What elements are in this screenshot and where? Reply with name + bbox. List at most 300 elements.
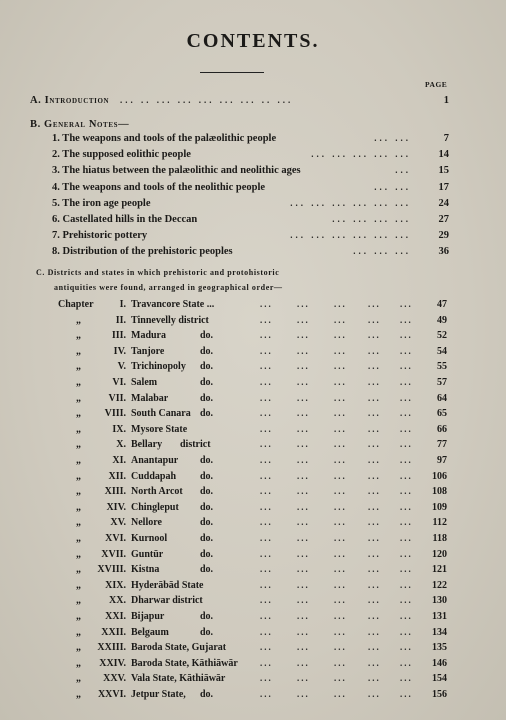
toc-leader: ... .. ... ... ... ... ... .. ... — [120, 95, 294, 105]
dot-leader: ... — [400, 314, 413, 325]
dot-leader: ... — [297, 455, 310, 465]
chapter-numeral: XVI. — [105, 533, 126, 544]
dot-leader: ... — [260, 657, 273, 668]
chapter-name: Chingleput — [131, 501, 179, 513]
dot-leader: ... — [400, 517, 413, 528]
toc-chapter-row[interactable] — [0, 393, 506, 409]
dot-leader: ... — [368, 299, 381, 309]
toc-page-number: 109 — [432, 501, 447, 513]
toc-leader: ... ... ... — [353, 246, 411, 257]
dot-leader: ... — [400, 361, 413, 372]
chapter-numeral: XII. — [108, 470, 126, 482]
dot-leader: ... — [368, 533, 381, 543]
dot-leader: ... — [368, 657, 381, 668]
dot-leader: ... — [334, 439, 347, 450]
dot-leader: ... — [368, 423, 381, 434]
dot-leader: ... — [400, 377, 413, 387]
dot-leader: ... — [260, 642, 273, 653]
toc-chapter-row[interactable] — [0, 330, 506, 346]
dot-leader: ... — [400, 642, 413, 653]
ditto-mark: „ — [76, 455, 81, 466]
dot-leader: ... — [297, 314, 310, 325]
toc-chapter-row[interactable] — [0, 424, 506, 440]
ditto-do: do. — [200, 392, 214, 404]
dot-leader: ... — [260, 299, 273, 309]
toc-label: 2. The supposed eolithic people — [52, 149, 191, 161]
toc-page-number: 27 — [438, 214, 449, 225]
toc-page-number: 135 — [432, 642, 447, 654]
chapter-numeral: VI. — [112, 377, 126, 388]
toc-page-number: 120 — [432, 548, 447, 560]
ditto-mark: „ — [76, 517, 81, 529]
dot-leader: ... — [368, 517, 381, 528]
toc-page-number: 156 — [432, 689, 447, 700]
ditto-mark: „ — [76, 501, 81, 513]
toc-chapter-row[interactable] — [0, 658, 506, 674]
ditto-do: do. — [200, 455, 214, 466]
ditto-do: do. — [200, 330, 214, 342]
toc-chapter-row[interactable] — [0, 439, 506, 455]
dot-leader: ... — [334, 595, 347, 606]
dot-leader: ... — [260, 361, 273, 372]
ditto-do: district — [180, 439, 211, 451]
dot-leader: ... — [260, 564, 273, 575]
toc-chapter-row[interactable] — [0, 627, 506, 643]
dot-leader: ... — [334, 517, 347, 528]
dot-leader: ... — [260, 392, 273, 403]
toc-chapter-row[interactable] — [0, 455, 506, 471]
chapter-name: Hyderābād State — [131, 579, 204, 591]
dot-leader: ... — [368, 408, 381, 419]
chapter-name: Belgaum — [131, 626, 169, 638]
ditto-do: do. — [200, 533, 214, 544]
chapter-name: Salem — [131, 377, 158, 388]
dot-leader: ... — [368, 392, 381, 403]
toc-page-number: 47 — [437, 299, 447, 310]
toc-page-number: 154 — [432, 673, 447, 685]
dot-leader: ... — [297, 642, 310, 653]
dot-leader: ... — [297, 533, 310, 543]
ditto-do: do. — [200, 548, 214, 560]
dot-leader: ... — [400, 564, 413, 575]
dot-leader: ... — [368, 642, 381, 653]
toc-entry-introduction[interactable] — [0, 95, 506, 111]
toc-label: B. General Notes— — [30, 119, 130, 130]
toc-chapter-row[interactable] — [0, 346, 506, 362]
ditto-mark: „ — [76, 439, 81, 451]
chapter-numeral: VIII. — [104, 408, 126, 420]
chapter-name: Vala State, Kāthiāwār — [131, 673, 226, 685]
dot-leader: ... — [400, 533, 413, 543]
dot-leader: ... — [334, 377, 347, 387]
dot-leader: ... — [297, 657, 310, 668]
chapter-name: Nellore — [131, 517, 162, 529]
chapter-numeral: IX. — [112, 423, 126, 435]
toc-chapter-row[interactable] — [0, 517, 506, 533]
toc-page-number: 24 — [438, 197, 449, 209]
toc-leader: ... ... ... ... ... ... — [290, 230, 411, 241]
dot-leader: ... — [260, 673, 273, 684]
dot-leader: ... — [400, 470, 413, 481]
ditto-do: do. — [200, 470, 214, 482]
dot-leader: ... — [260, 533, 273, 543]
toc-page-number: 131 — [432, 611, 447, 622]
dot-leader: ... — [368, 501, 381, 512]
ditto-mark: „ — [76, 345, 81, 357]
dot-leader: ... — [368, 314, 381, 325]
toc-chapter-row[interactable] — [0, 564, 506, 580]
toc-page-number: 65 — [437, 408, 447, 420]
dot-leader: ... — [334, 579, 347, 590]
dot-leader: ... — [400, 611, 413, 621]
dot-leader: ... — [400, 299, 413, 309]
chapter-name: South Canara — [131, 408, 191, 420]
toc-page-number: 1 — [443, 95, 449, 106]
ditto-do: do. — [200, 361, 214, 373]
chapter-name: Madura — [131, 330, 166, 342]
chapter-numeral: XX. — [109, 595, 126, 607]
dot-leader: ... — [260, 345, 273, 356]
toc-page-number: 15 — [438, 165, 449, 177]
toc-chapter-row[interactable] — [0, 408, 506, 424]
chapter-numeral: XVII. — [101, 548, 126, 560]
dot-leader: ... — [297, 611, 310, 621]
toc-page-number: 121 — [432, 564, 447, 576]
dot-leader: ... — [297, 517, 310, 528]
chapter-name: Guntūr — [131, 548, 164, 560]
dot-leader: ... — [297, 439, 310, 450]
dot-leader: ... — [400, 330, 413, 341]
dot-leader: ... — [400, 626, 413, 637]
dot-leader: ... — [297, 564, 310, 575]
page-column-heading: PAGE — [425, 80, 448, 89]
dot-leader: ... — [400, 501, 413, 512]
dot-leader: ... — [297, 423, 310, 434]
ditto-do: do. — [200, 564, 214, 576]
dot-leader: ... — [260, 517, 273, 528]
ditto-mark: „ — [76, 548, 81, 560]
page-title: CONTENTS. — [186, 30, 320, 52]
dot-leader: ... — [400, 423, 413, 434]
toc-chapter-row[interactable] — [0, 471, 506, 487]
toc-chapter-row[interactable] — [0, 502, 506, 518]
toc-chapter-row[interactable] — [0, 533, 506, 549]
dot-leader: ... — [260, 501, 273, 512]
chapter-name: Malabar — [131, 392, 169, 404]
chapter-numeral: XIX. — [105, 579, 126, 591]
toc-chapter-row[interactable] — [0, 549, 506, 565]
toc-chapter-row[interactable] — [0, 299, 506, 315]
ditto-do: do. — [200, 486, 214, 498]
chapter-numeral: II. — [115, 314, 126, 326]
toc-label: 5. The iron age people — [52, 197, 151, 209]
chapter-numeral: XIII. — [104, 486, 126, 498]
toc-page-number: 106 — [432, 470, 447, 482]
dot-leader: ... — [400, 439, 413, 450]
title-rule — [200, 72, 264, 73]
chapter-name: Anantapur — [131, 455, 179, 466]
dot-leader: ... — [334, 533, 347, 543]
dot-leader: ... — [368, 361, 381, 372]
dot-leader: ... — [400, 345, 413, 356]
ditto-mark: „ — [76, 689, 81, 700]
chapter-name: Jetpur State, — [131, 689, 186, 700]
ditto-mark: „ — [76, 579, 81, 591]
toc-page-number: 54 — [437, 345, 447, 357]
toc-chapter-row[interactable] — [0, 611, 506, 627]
dot-leader: ... — [297, 299, 310, 309]
chapter-numeral: XXV. — [103, 673, 126, 685]
toc-page-number: 112 — [432, 517, 447, 529]
dot-leader: ... — [400, 408, 413, 419]
dot-leader: ... — [368, 486, 381, 497]
chapter-numeral: I. — [119, 299, 126, 310]
chapter-name: Tanjore — [131, 345, 165, 357]
toc-page-number: 134 — [432, 626, 447, 638]
dot-leader: ... — [334, 548, 347, 559]
dot-leader: ... — [368, 689, 381, 699]
chapter-name: Trichinopoly — [131, 361, 186, 373]
chapter-numeral: XXIII. — [97, 642, 126, 654]
dot-leader: ... — [297, 377, 310, 387]
dot-leader: ... — [368, 345, 381, 356]
ditto-mark: „ — [76, 486, 81, 498]
ditto-do: do. — [200, 501, 214, 513]
dot-leader: ... — [334, 345, 347, 356]
toc-page-number: 146 — [432, 657, 447, 669]
dot-leader: ... — [260, 377, 273, 387]
ditto-mark: „ — [76, 361, 81, 373]
dot-leader: ... — [334, 611, 347, 621]
dot-leader: ... — [297, 501, 310, 512]
toc-entry[interactable] — [0, 198, 506, 214]
toc-chapter-row[interactable] — [0, 673, 506, 689]
ditto-mark: „ — [76, 314, 81, 326]
dot-leader: ... — [334, 455, 347, 465]
dot-leader: ... — [400, 689, 413, 699]
ditto-do: do. — [200, 517, 214, 529]
chapter-name: Dharwar district — [131, 595, 203, 607]
dot-leader: ... — [297, 673, 310, 684]
toc-chapter-row[interactable] — [0, 315, 506, 331]
toc-page-number: 57 — [437, 377, 447, 388]
dot-leader: ... — [334, 470, 347, 481]
ditto-mark: „ — [76, 595, 81, 607]
toc-leader: ... ... ... ... ... — [311, 149, 411, 160]
ditto-mark: „ — [76, 564, 81, 576]
dot-leader: ... — [368, 579, 381, 590]
dot-leader: ... — [260, 626, 273, 637]
dot-leader: ... — [297, 470, 310, 481]
chapter-numeral: XXII. — [101, 626, 126, 638]
dot-leader: ... — [400, 455, 413, 465]
ditto-mark: „ — [76, 673, 81, 685]
toc-page-number: 36 — [438, 246, 449, 258]
ditto-mark: „ — [76, 330, 81, 342]
dot-leader: ... — [400, 673, 413, 684]
chapter-numeral: VII. — [108, 392, 126, 404]
chapter-name: Bijapur — [131, 611, 165, 622]
chapter-numeral: XIV. — [106, 501, 126, 513]
dot-leader: ... — [334, 501, 347, 512]
dot-leader: ... — [260, 486, 273, 497]
toc-chapter-row[interactable] — [0, 486, 506, 502]
dot-leader: ... — [334, 689, 347, 699]
dot-leader: ... — [334, 299, 347, 309]
section-c-heading-line1: C. Districts and states in which prehistoric and protohistoric — [36, 268, 280, 277]
dot-leader: ... — [297, 392, 310, 403]
dot-leader: ... — [368, 470, 381, 481]
chapter-numeral: X. — [116, 439, 126, 451]
dot-leader: ... — [334, 642, 347, 653]
toc-chapter-row[interactable] — [0, 642, 506, 658]
ditto-mark: „ — [76, 392, 81, 404]
toc-label: 3. The hiatus between the palæolithic and neolithic ages — [52, 165, 301, 177]
dot-leader: ... — [334, 423, 347, 434]
toc-leader: ... ... — [374, 181, 411, 192]
toc-page-number: 29 — [438, 230, 449, 242]
ditto-mark: „ — [76, 642, 81, 654]
dot-leader: ... — [260, 455, 273, 465]
toc-chapter-row[interactable] — [0, 580, 506, 596]
dot-leader: ... — [334, 408, 347, 419]
ditto-do: do. — [200, 345, 214, 357]
toc-chapter-row[interactable] — [0, 361, 506, 377]
dot-leader: ... — [400, 392, 413, 403]
chapter-name: Cuddapah — [131, 470, 177, 482]
dot-leader: ... — [297, 548, 310, 559]
dot-leader: ... — [368, 595, 381, 606]
toc-label: 1. The weapons and tools of the palæolithic people — [52, 133, 277, 144]
ditto-mark: „ — [76, 470, 81, 482]
toc-leader: ... — [395, 165, 411, 176]
toc-label: 7. Prehistoric pottery — [52, 230, 148, 242]
dot-leader: ... — [297, 345, 310, 356]
ditto-mark: „ — [76, 408, 81, 420]
toc-entry[interactable] — [0, 214, 506, 230]
chapter-numeral: V. — [117, 361, 126, 373]
toc-page-number: 77 — [437, 439, 447, 451]
chapter-numeral: XXI. — [105, 611, 126, 622]
ditto-mark: „ — [76, 377, 81, 388]
chapter-numeral: XV. — [110, 517, 126, 529]
toc-page-number: 14 — [438, 149, 449, 161]
ditto-do: do. — [200, 408, 214, 420]
toc-entry[interactable] — [0, 133, 506, 149]
dot-leader: ... — [260, 314, 273, 325]
dot-leader: ... — [400, 548, 413, 559]
section-c-heading-line2: antiquities were found, arranged in geographical order— — [54, 283, 283, 292]
dot-leader: ... — [334, 564, 347, 575]
dot-leader: ... — [368, 611, 381, 621]
dot-leader: ... — [400, 486, 413, 497]
dot-leader: ... — [260, 595, 273, 606]
dot-leader: ... — [260, 689, 273, 699]
dot-leader: ... — [260, 470, 273, 481]
dot-leader: ... — [400, 657, 413, 668]
dot-leader: ... — [334, 673, 347, 684]
toc-chapter-row[interactable] — [0, 595, 506, 611]
dot-leader: ... — [334, 392, 347, 403]
toc-page-number: 64 — [437, 392, 447, 404]
toc-label: 6. Castellated hills in the Deccan — [52, 214, 198, 225]
toc-entry[interactable] — [0, 246, 506, 262]
dot-leader: ... — [368, 626, 381, 637]
toc-entry[interactable] — [0, 182, 506, 198]
dot-leader: ... — [334, 330, 347, 341]
toc-entry[interactable] — [0, 230, 506, 246]
chapter-name: Tinnevelly district — [131, 314, 209, 326]
chapter-name: Travancore State ... — [131, 299, 215, 310]
dot-leader: ... — [368, 548, 381, 559]
toc-page-number: 49 — [437, 314, 447, 326]
toc-entry[interactable] — [0, 165, 506, 181]
dot-leader: ... — [368, 455, 381, 465]
ditto-do: do. — [200, 689, 214, 700]
chapter-name: Kurnool — [131, 533, 168, 544]
dot-leader: ... — [400, 595, 413, 606]
toc-label: A. Introduction — [30, 95, 110, 106]
chapter-name: Mysore State — [131, 423, 188, 435]
ditto-mark: „ — [76, 611, 81, 622]
toc-page-number: 97 — [437, 455, 447, 466]
chapter-name: Kistna — [131, 564, 160, 576]
dot-leader: ... — [368, 330, 381, 341]
ditto-do: do. — [200, 377, 214, 388]
toc-entry[interactable] — [0, 149, 506, 165]
dot-leader: ... — [297, 486, 310, 497]
chapter-name: Baroda State, Gujarat — [131, 642, 227, 654]
dot-leader: ... — [368, 439, 381, 450]
dot-leader: ... — [297, 689, 310, 699]
dot-leader: ... — [260, 439, 273, 450]
dot-leader: ... — [400, 579, 413, 590]
ditto-mark: „ — [76, 533, 81, 544]
dot-leader: ... — [368, 673, 381, 684]
toc-label: 4. The weapons and tools of the neolithic people — [52, 181, 266, 193]
toc-page-number: 7 — [443, 133, 449, 144]
dot-leader: ... — [334, 361, 347, 372]
toc-page-number: 130 — [432, 595, 447, 607]
ditto-do: do. — [200, 626, 214, 638]
chapter-numeral: IV. — [113, 345, 126, 357]
dot-leader: ... — [260, 408, 273, 419]
dot-leader: ... — [334, 657, 347, 668]
dot-leader: ... — [260, 423, 273, 434]
toc-page-number: 17 — [438, 181, 449, 193]
toc-leader: ... ... ... ... — [332, 214, 411, 224]
toc-chapter-row[interactable] — [0, 689, 506, 705]
dot-leader: ... — [368, 377, 381, 387]
dot-leader: ... — [297, 626, 310, 637]
toc-page-number: 118 — [432, 533, 447, 544]
toc-label: 8. Distribution of the prehistoric peoples — [52, 246, 233, 258]
chapter-name: North Arcot — [131, 486, 183, 498]
toc-page-number: 52 — [437, 330, 447, 342]
dot-leader: ... — [260, 611, 273, 621]
chapter-numeral: XXVI. — [97, 689, 126, 700]
dot-leader: ... — [260, 579, 273, 590]
chapter-name: Bellary — [131, 439, 163, 451]
chapter-numeral: XVIII. — [97, 564, 126, 576]
dot-leader: ... — [368, 564, 381, 575]
chapter-word: Chapter — [58, 299, 94, 310]
ditto-mark: „ — [76, 657, 81, 669]
chapter-name: Baroda State, Kāthiāwār — [131, 657, 238, 669]
toc-chapter-row[interactable] — [0, 377, 506, 393]
toc-page-number: 108 — [432, 486, 447, 498]
dot-leader: ... — [297, 330, 310, 341]
